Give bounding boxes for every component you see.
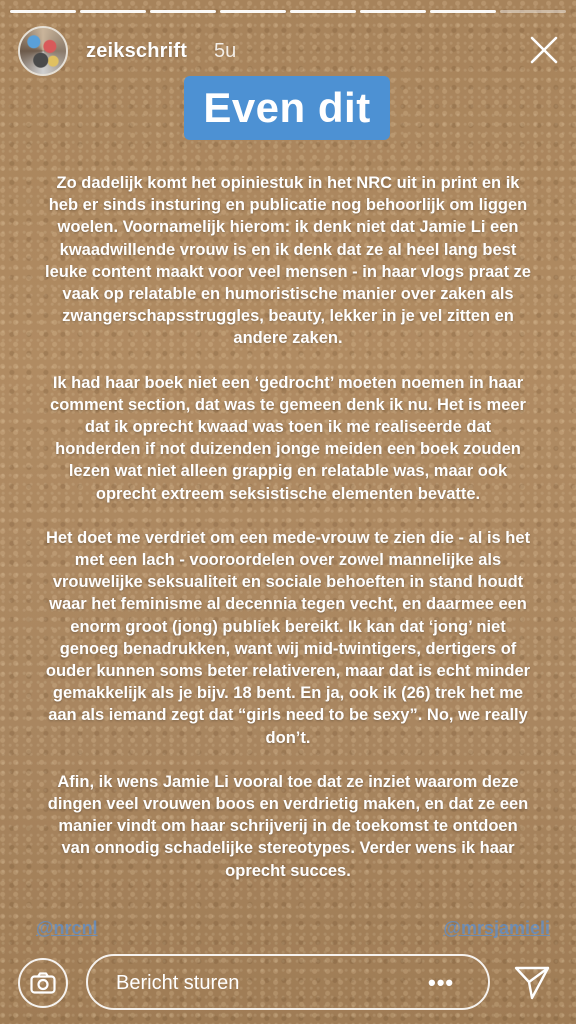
camera-icon — [30, 972, 56, 994]
message-placeholder: Bericht sturen — [116, 972, 240, 994]
send-icon — [512, 962, 552, 1002]
mention-nrcnl[interactable]: @nrcnl — [36, 918, 98, 938]
progress-segment — [10, 10, 76, 13]
story-paragraph: Ik had haar boek niet een ‘gedrocht’ moeten noemen in haar comment section, dat was te gemeen denk ik nu. Het is meer dat ik oprecht kwaad was toen ik me realiseerde dat honderden if not duizenden jonge meiden een boek zouden lezen wat niet alleen grappig en relatable was, maar ook oprecht extreem seksistische elementen bevatte. — [50, 373, 526, 503]
story-paragraph: Het doet me verdriet om een mede-vrouw te zien die - al is het met een lach - vooroordelen over zowel mannelijke als vrouwelijke seksualiteit en sociale behoeften in stand houdt waar het feminisme al decennia tegen vecht, en daarmee een enorm groot (jong) publiek bereikt. Ik kan dat ‘jong’ niet genoeg benadrukken, want wij mid-twintigers, dertigers of ouder kunnen soms beter relativeren, maar dat is echt minder gemakkelijk als je bijv. 18 bent. En ja, ook ik (26) trek het me aan als iemand zegt dat “girls need to be sexy”. No, we really don’t. — [45, 528, 531, 747]
send-button[interactable] — [512, 962, 552, 1002]
progress-segment — [150, 10, 216, 13]
close-button[interactable] — [526, 32, 562, 68]
post-time: 5u — [214, 40, 237, 62]
camera-button[interactable] — [18, 958, 68, 1008]
story-paragraph: Zo dadelijk komt het opiniestuk in het NRC uit in print en ik heb er sinds insturing en publicatie nog behoorlijk om liggen woelen. Voornamelijk hierom: ik denk niet dat Jamie Li een kwaadwillende vrouw is en ik denk dat ze al heel lang best leuke content maakt voor veel mensen - in haar vlogs praat ze vaak op relatable en humoristische manier over zaken als zwangerschapsstruggles, beauty, lekker in je vel zitten en andere zaken. — [44, 174, 531, 348]
progress-segment — [500, 10, 566, 13]
progress-segment — [430, 10, 496, 13]
story-paragraph: Afin, ik wens Jamie Li vooral toe dat ze inziet waarom deze dingen veel vrouwen boos en verdrietig maken, en dat ze een manier vindt om haar schrijverij in de toekomst te ontdoen van onnodig schadelijke stereotypes. Verder wens ik haar oprecht succes. — [47, 772, 529, 880]
more-icon[interactable]: ••• — [428, 970, 455, 995]
username[interactable]: zeikschrift — [86, 40, 188, 62]
progress-segment — [80, 10, 146, 13]
progress-segment — [220, 10, 286, 13]
story-footer — [0, 950, 576, 1014]
story-text — [42, 172, 534, 904]
progress-segment — [360, 10, 426, 13]
story-progress-bar — [10, 10, 566, 13]
close-icon — [526, 32, 562, 68]
story-header — [18, 26, 562, 80]
progress-segment — [290, 10, 356, 13]
story-title-sticker — [184, 76, 390, 140]
message-input[interactable] — [86, 954, 490, 1010]
mention-mrsjamieli[interactable]: @mrsjamieli — [443, 918, 550, 938]
avatar[interactable] — [18, 26, 68, 76]
story-title: Even dit — [203, 84, 371, 131]
